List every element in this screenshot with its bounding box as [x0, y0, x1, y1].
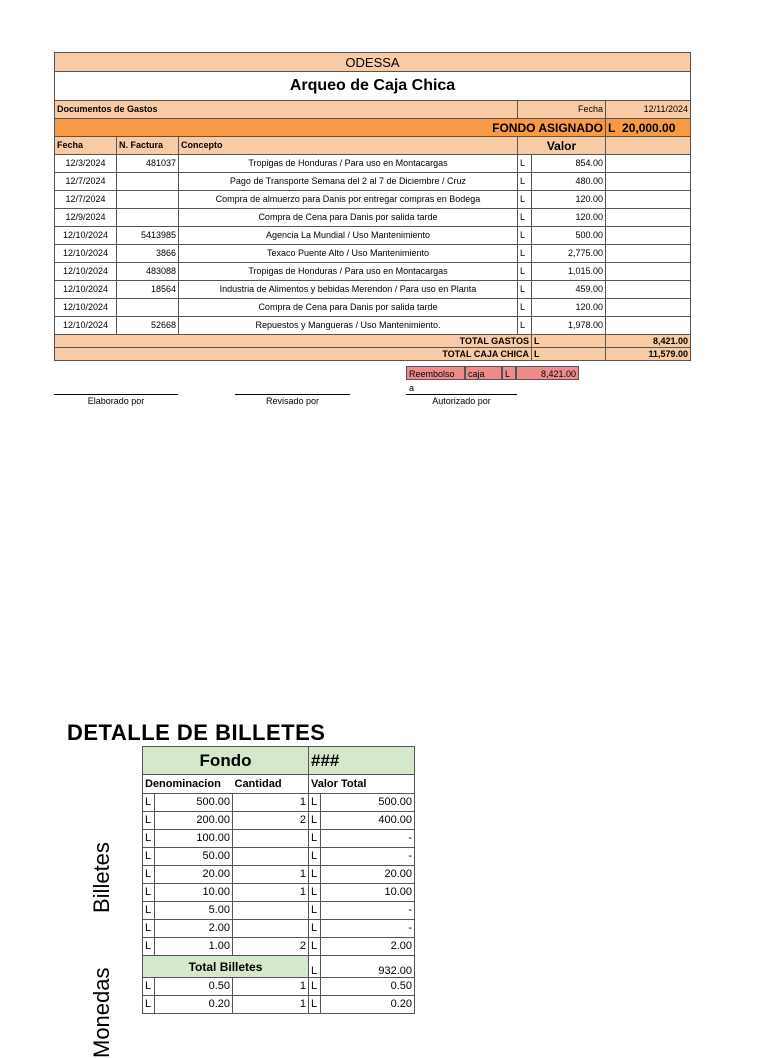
total-currency: L	[309, 866, 321, 884]
expense-factura	[117, 299, 179, 317]
expense-concepto: Tropigas de Honduras / Para uso en Montacargas	[179, 155, 518, 173]
arqueo-table	[54, 52, 691, 361]
expense-factura: 18564	[117, 281, 179, 299]
expense-valor: 480.00	[532, 173, 606, 191]
denom-value: 100.00	[155, 830, 233, 848]
billete-row	[143, 812, 415, 830]
signature-line-elaborado	[54, 394, 178, 395]
expense-currency: L	[518, 281, 532, 299]
page-title: Arqueo de Caja Chica	[55, 72, 691, 101]
expense-row	[55, 299, 691, 317]
expense-factura	[117, 173, 179, 191]
moneda-row	[143, 978, 415, 996]
denom-value: 50.00	[155, 848, 233, 866]
denom-currency: L	[143, 938, 155, 956]
expense-valor: 120.00	[532, 299, 606, 317]
expense-currency: L	[518, 245, 532, 263]
expense-row	[55, 191, 691, 209]
expense-concepto: Repuestos y Mangueras / Uso Mantenimiento.	[179, 317, 518, 335]
total-value: -	[321, 902, 415, 920]
expense-fecha: 12/7/2024	[55, 191, 117, 209]
expense-factura: 3866	[117, 245, 179, 263]
expense-row	[55, 227, 691, 245]
expense-blank	[606, 227, 691, 245]
expense-blank	[606, 317, 691, 335]
expense-concepto: Pago de Transporte Semana del 2 al 7 de Diciembre / Cruz	[179, 173, 518, 191]
expense-currency: L	[518, 317, 532, 335]
expense-row	[55, 317, 691, 335]
documentos-label: Documentos de Gastos	[55, 101, 518, 119]
expense-concepto: Compra de almuerzo para Danis por entregar compras en Bodega	[179, 191, 518, 209]
expense-factura: 52668	[117, 317, 179, 335]
reembolso-label-b: caja	[465, 366, 502, 380]
denom-value: 500.00	[155, 794, 233, 812]
denom-value: 0.50	[155, 978, 233, 996]
billete-row	[143, 938, 415, 956]
expense-valor: 1,978.00	[532, 317, 606, 335]
denom-currency: L	[143, 920, 155, 938]
expense-row	[55, 245, 691, 263]
denom-value: 5.00	[155, 902, 233, 920]
total-caja-label: TOTAL CAJA CHICA	[55, 348, 532, 361]
billetes-fondo-label: Fondo	[143, 747, 309, 775]
denom-currency: L	[143, 866, 155, 884]
autorizado-label: Autorizado por	[432, 396, 491, 406]
col-blank	[606, 137, 691, 155]
expense-concepto: Texaco Puente Alto / Uso Mantenimiento	[179, 245, 518, 263]
monedas-side-label: Monedas	[89, 967, 114, 1058]
expense-valor: 459.00	[532, 281, 606, 299]
total-value: 2.00	[321, 938, 415, 956]
expense-concepto: Compra de Cena para Danis por salida tarde	[179, 299, 518, 317]
moneda-row	[143, 996, 415, 1014]
fecha-value: 12/11/2024	[606, 101, 691, 119]
denom-value: 2.00	[155, 920, 233, 938]
total-billetes-label: Total Billetes	[143, 956, 309, 978]
expense-row	[55, 173, 691, 191]
billete-row	[143, 848, 415, 866]
denom-currency: L	[143, 794, 155, 812]
denom-currency: L	[143, 902, 155, 920]
col-valor-total: Valor Total	[309, 775, 415, 794]
fondo-asignado-value	[606, 119, 691, 137]
denom-currency: L	[143, 978, 155, 996]
expense-factura: 481037	[117, 155, 179, 173]
billete-row	[143, 902, 415, 920]
total-value: 0.20	[321, 996, 415, 1014]
expense-row	[55, 155, 691, 173]
total-value: 20.00	[321, 866, 415, 884]
expense-currency: L	[518, 227, 532, 245]
expense-blank	[606, 281, 691, 299]
expense-valor: 1,015.00	[532, 263, 606, 281]
total-caja-value: 11,579.00	[606, 348, 691, 361]
expense-valor: 2,775.00	[532, 245, 606, 263]
cantidad-value: 1	[233, 884, 309, 902]
col-cantidad: Cantidad	[233, 775, 309, 794]
billete-row	[143, 884, 415, 902]
col-concepto: Concepto	[179, 137, 518, 155]
monedas-rows	[143, 978, 415, 1014]
total-currency: L	[309, 884, 321, 902]
total-currency: L	[309, 812, 321, 830]
expense-factura: 483088	[117, 263, 179, 281]
cantidad-value	[233, 902, 309, 920]
reembolso-label-a: Reembolso a	[406, 366, 465, 380]
expense-fecha: 12/9/2024	[55, 209, 117, 227]
expense-fecha: 12/10/2024	[55, 245, 117, 263]
total-gastos-label: TOTAL GASTOS	[55, 335, 532, 348]
total-currency: L	[309, 830, 321, 848]
total-gastos-currency: L	[532, 335, 606, 348]
expense-fecha: 12/10/2024	[55, 227, 117, 245]
expense-blank	[606, 209, 691, 227]
expense-blank	[606, 263, 691, 281]
expense-blank	[606, 245, 691, 263]
expense-factura	[117, 209, 179, 227]
total-currency: L	[309, 794, 321, 812]
cantidad-value: 2	[233, 812, 309, 830]
total-currency: L	[309, 902, 321, 920]
total-value: 400.00	[321, 812, 415, 830]
expense-currency: L	[518, 299, 532, 317]
expense-row	[55, 281, 691, 299]
billete-row	[143, 830, 415, 848]
total-value: 0.50	[321, 978, 415, 996]
reembolso-currency: L	[502, 366, 516, 380]
total-value: -	[321, 848, 415, 866]
expense-valor: 120.00	[532, 209, 606, 227]
total-value: -	[321, 830, 415, 848]
cantidad-value	[233, 830, 309, 848]
billete-row	[143, 920, 415, 938]
expense-fecha: 12/10/2024	[55, 299, 117, 317]
expense-factura	[117, 191, 179, 209]
expense-rows	[55, 155, 691, 335]
total-currency: L	[309, 996, 321, 1014]
billetes-table	[142, 746, 415, 1014]
col-fecha: Fecha	[55, 137, 117, 155]
company-name: ODESSA	[55, 53, 691, 72]
expense-fecha: 12/7/2024	[55, 173, 117, 191]
denom-currency: L	[143, 884, 155, 902]
denom-value: 0.20	[155, 996, 233, 1014]
expense-concepto: Tropigas de Honduras / Para uso en Montacargas	[179, 263, 518, 281]
cantidad-value	[233, 848, 309, 866]
fondo-asignado-label: FONDO ASIGNADO	[55, 119, 606, 137]
expense-blank	[606, 191, 691, 209]
denom-value: 200.00	[155, 812, 233, 830]
denom-currency: L	[143, 996, 155, 1014]
billetes-side-label: Billetes	[89, 842, 114, 913]
cantidad-value: 2	[233, 938, 309, 956]
total-value: 10.00	[321, 884, 415, 902]
cantidad-value: 1	[233, 794, 309, 812]
billete-row	[143, 866, 415, 884]
expense-concepto: Compra de Cena para Danis por salida tarde	[179, 209, 518, 227]
col-denominacion: Denominacion	[143, 775, 233, 794]
total-gastos-value: 8,421.00	[606, 335, 691, 348]
billete-row	[143, 794, 415, 812]
expense-fecha: 12/3/2024	[55, 155, 117, 173]
expense-blank	[606, 155, 691, 173]
expense-factura: 5413985	[117, 227, 179, 245]
col-factura: N. Factura	[117, 137, 179, 155]
total-billetes-currency: L	[309, 956, 321, 978]
total-value: -	[321, 920, 415, 938]
elaborado-label: Elaborado por	[87, 396, 145, 406]
denom-currency: L	[143, 848, 155, 866]
signature-line-revisado	[235, 394, 350, 395]
fecha-label: Fecha	[518, 101, 606, 119]
denom-value: 10.00	[155, 884, 233, 902]
expense-currency: L	[518, 263, 532, 281]
denom-value: 1.00	[155, 938, 233, 956]
expense-row	[55, 263, 691, 281]
total-billetes-value: 932.00	[321, 956, 415, 978]
total-currency: L	[309, 938, 321, 956]
cantidad-value: 1	[233, 978, 309, 996]
total-caja-currency: L	[532, 348, 606, 361]
total-value: 500.00	[321, 794, 415, 812]
billetes-fondo-value: ###	[309, 747, 415, 775]
col-valor: Valor	[518, 137, 606, 155]
denom-value: 20.00	[155, 866, 233, 884]
expense-currency: L	[518, 209, 532, 227]
total-currency: L	[309, 978, 321, 996]
expense-currency: L	[518, 191, 532, 209]
total-currency: L	[309, 920, 321, 938]
cantidad-value: 1	[233, 996, 309, 1014]
expense-valor: 500.00	[532, 227, 606, 245]
fondo-amount: 20,000.00	[622, 120, 676, 135]
expense-blank	[606, 173, 691, 191]
revisado-label: Revisado por	[265, 396, 320, 406]
expense-currency: L	[518, 173, 532, 191]
cantidad-value: 1	[233, 866, 309, 884]
reembolso-value: 8,421.00	[516, 366, 579, 380]
total-currency: L	[309, 848, 321, 866]
expense-currency: L	[518, 155, 532, 173]
signature-line-autorizado	[406, 394, 517, 395]
fondo-currency: L	[608, 120, 616, 135]
expense-fecha: 12/10/2024	[55, 281, 117, 299]
expense-blank	[606, 299, 691, 317]
denom-currency: L	[143, 830, 155, 848]
expense-concepto: Industria de Alimentos y bebidas Merendon / Para uso en Planta	[179, 281, 518, 299]
expense-valor: 854.00	[532, 155, 606, 173]
expense-fecha: 12/10/2024	[55, 317, 117, 335]
billetes-rows	[143, 794, 415, 956]
denom-currency: L	[143, 812, 155, 830]
expense-concepto: Agencia La Mundial / Uso Mantenimiento	[179, 227, 518, 245]
expense-valor: 120.00	[532, 191, 606, 209]
expense-fecha: 12/10/2024	[55, 263, 117, 281]
cantidad-value	[233, 920, 309, 938]
expense-row	[55, 209, 691, 227]
detalle-billetes-title: DETALLE DE BILLETES	[67, 720, 326, 745]
